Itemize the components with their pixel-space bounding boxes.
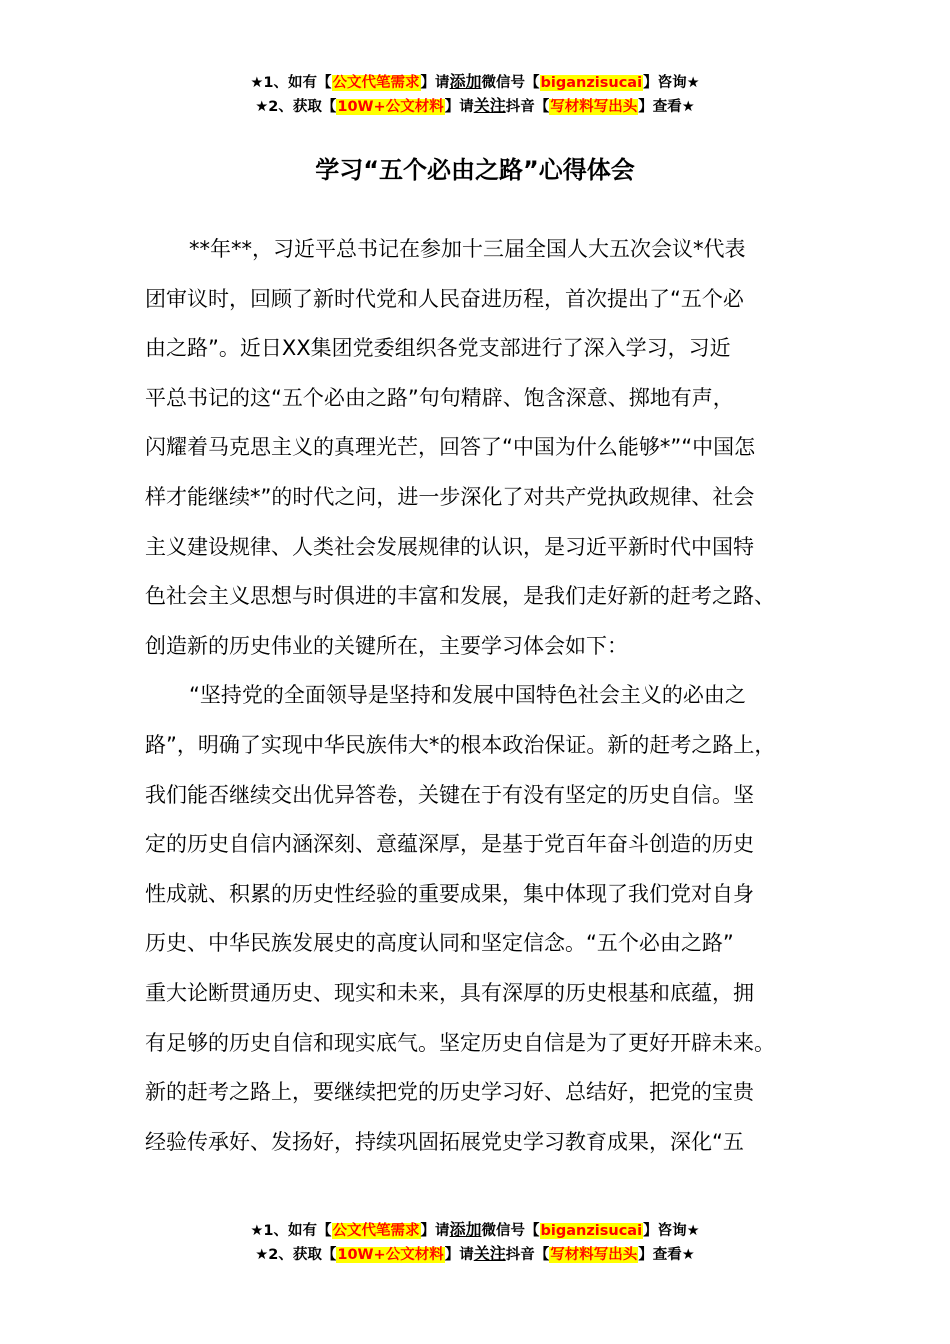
body-line: 路”，明确了实现中华民族伟大*的根本政治保证。新的赶考之路上， xyxy=(145,732,776,757)
body-line: 重大论断贯通历史、现实和未来，具有深厚的历史根基和底蕴，拥 xyxy=(145,980,754,1005)
body-line: 经验传承好、发扬好，持续巩固拓展党史学习教育成果，深化“五 xyxy=(145,1129,744,1154)
banner-text: 】查看★ xyxy=(638,1247,695,1263)
body-line: 闪耀着马克思主义的真理光芒，回答了“中国为什么能够*”“中国怎 xyxy=(145,435,756,460)
document-title: 学习“五个必由之路”心得体会 xyxy=(315,156,635,184)
banner-text: 】请 xyxy=(444,1247,474,1263)
banner-line-1 xyxy=(0,70,950,94)
banner-text: ★2、获取【 xyxy=(255,1247,337,1263)
banner-text: ★1、如有【 xyxy=(250,75,332,91)
banner-text: 】请 xyxy=(420,1223,450,1239)
banner-line-2 xyxy=(0,94,950,118)
banner-text: ★2、获取【 xyxy=(255,99,337,115)
highlight-wechat-id: biganzisucai xyxy=(540,1223,643,1239)
banner-line-2 xyxy=(0,1242,950,1266)
body-line: 历史、中华民族发展史的高度认同和坚定信念。“五个必由之路” xyxy=(145,931,734,956)
emphasis-text: 添加 xyxy=(449,72,482,91)
emphasis-text: 添加 xyxy=(449,1220,482,1239)
body-line: 主义建设规律、人类社会发展规律的认识，是习近平新时代中国特 xyxy=(145,534,754,559)
document-body xyxy=(145,225,825,1167)
banner-text: 】请 xyxy=(420,75,450,91)
banner-text: 微信号【 xyxy=(481,1223,540,1239)
body-line: 色社会主义思想与时俱进的丰富和发展，是我们走好新的赶考之路、 xyxy=(145,584,775,609)
highlight-materials: 10W+公文材料 xyxy=(337,1247,444,1263)
footer-banner xyxy=(0,1218,950,1266)
body-line: 团审议时，回顾了新时代党和人民奋进历程，首次提出了“五个必 xyxy=(145,286,744,311)
banner-text: 】咨询★ xyxy=(643,75,700,91)
banner-text: 微信号【 xyxy=(481,75,540,91)
highlight-douyin-id: 写材料写出头 xyxy=(550,1247,638,1263)
body-line: 平总书记的这“五个必由之路”句句精辟、饱含深意、掷地有声， xyxy=(145,385,734,410)
body-line: 由之路”。近日XX集团党委组织各党支部进行了深入学习，习近 xyxy=(145,336,731,361)
banner-text: ★1、如有【 xyxy=(250,1223,332,1239)
banner-line-1 xyxy=(0,1218,950,1242)
highlight-douyin-id: 写材料写出头 xyxy=(550,99,638,115)
highlight-service: 公文代笔需求 xyxy=(332,75,420,91)
emphasis-text: 关注 xyxy=(473,96,506,115)
body-line: 定的历史自信内涵深刻、意蕴深厚，是基于党百年奋斗创造的历史 xyxy=(145,832,754,857)
body-line: 样才能继续*”的时代之问，进一步深化了对共产党执政规律、社会 xyxy=(145,484,755,509)
body-line: 我们能否继续交出优异答卷，关键在于有没有坚定的历史自信。坚 xyxy=(145,782,754,807)
body-line: 新的赶考之路上，要继续把党的历史学习好、总结好，把党的宝贵 xyxy=(145,1080,754,1105)
highlight-materials: 10W+公文材料 xyxy=(337,99,444,115)
body-line: 性成就、积累的历史性经验的重要成果，集中体现了我们党对自身 xyxy=(145,881,754,906)
emphasis-text: 关注 xyxy=(473,1244,506,1263)
banner-text: 】咨询★ xyxy=(643,1223,700,1239)
body-line: 有足够的历史自信和现实底气。坚定历史自信是为了更好开辟未来。 xyxy=(145,1030,775,1055)
body-line: **年**，习近平总书记在参加十三届全国人大五次会议*代表 xyxy=(189,237,746,261)
header-banner xyxy=(0,70,950,118)
highlight-service: 公文代笔需求 xyxy=(332,1223,420,1239)
body-line: 创造新的历史伟业的关键所在，主要学习体会如下： xyxy=(145,633,628,658)
highlight-wechat-id: biganzisucai xyxy=(540,75,643,91)
banner-text: 】请 xyxy=(444,99,474,115)
banner-text: 抖音【 xyxy=(505,1247,550,1263)
banner-text: 抖音【 xyxy=(505,99,550,115)
banner-text: 】查看★ xyxy=(638,99,695,115)
body-line: “坚持党的全面领导是坚持和发展中国特色社会主义的必由之 xyxy=(189,683,746,708)
